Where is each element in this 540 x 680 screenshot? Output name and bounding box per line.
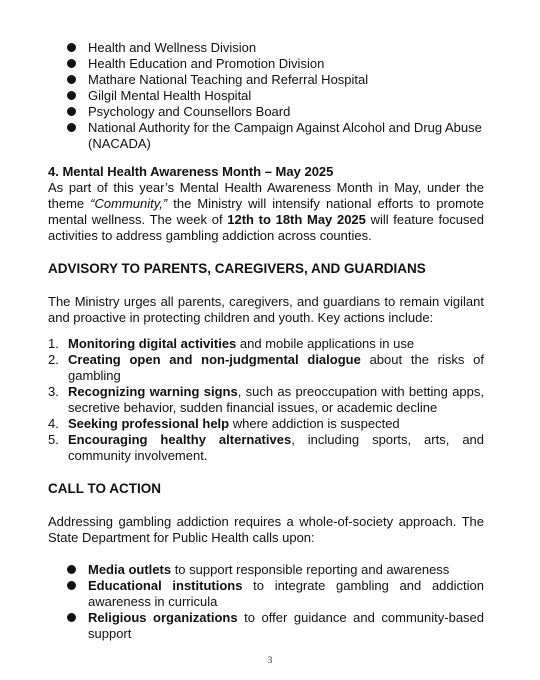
bullet-icon — [67, 107, 76, 116]
section-4-paragraph: As part of this year’s Mental Health Awareness Month in May, under the theme “Community,” the Ministry will intensify national efforts to promote mental wellness. The week of 12th to 18th May 2025 will feature focused activities to address gambling addiction across counties. — [48, 180, 484, 243]
list-item: Educational institutions to integrate gambling and addiction awareness in curricula — [48, 578, 484, 610]
section-4-title: 4. Mental Health Awareness Month – May 2025 — [48, 164, 334, 179]
list-item: 5. Encouraging healthy alternatives, including sports, arts, and community involvement. — [48, 432, 485, 463]
list-item: National Authority for the Campaign Against Alcohol and Drug Abuse (NACADA) — [48, 120, 484, 152]
bullet-icon — [67, 59, 76, 68]
advisory-actions-list — [48, 336, 484, 464]
call-to-action-list — [48, 562, 484, 642]
list-item: Mathare National Teaching and Referral Hospital — [48, 72, 484, 88]
advisory-intro: The Ministry urges all parents, caregivers, and guardians to remain vigilant and proactive in protecting children and youth. Key actions include: — [48, 294, 484, 325]
list-item: Psychology and Counsellors Board — [48, 104, 484, 120]
list-item: 2. Creating open and non-judgmental dialogue about the risks of gambling — [48, 352, 484, 383]
call-to-action-intro: Addressing gambling addiction requires a whole-of-society approach. The State Department for Public Health calls upon: — [48, 514, 484, 545]
partner-list — [48, 40, 484, 152]
bullet-icon — [67, 123, 76, 132]
awareness-week-dates: 12th to 18th May 2025 — [227, 212, 366, 227]
list-item: Media outlets to support responsible reporting and awareness — [48, 562, 484, 578]
document-page — [48, 40, 484, 642]
list-item: 4. Seeking professional help where addiction is suspected — [48, 416, 400, 431]
bullet-icon — [67, 613, 76, 622]
list-item: 3. Recognizing warning signs, such as preoccupation with betting apps, secretive behavior, sudden financial issues, or academic decline — [48, 384, 485, 415]
bullet-icon — [67, 91, 76, 100]
list-item: Religious organizations to offer guidance and community-based support — [48, 610, 484, 642]
list-item: Health Education and Promotion Division — [48, 56, 484, 72]
bullet-icon — [67, 581, 76, 590]
list-item: Gilgil Mental Health Hospital — [48, 88, 484, 104]
bullet-icon — [67, 75, 76, 84]
list-item: 1. Monitoring digital activities and mobile applications in use — [48, 336, 415, 351]
page-number: 3 — [267, 655, 273, 665]
bullet-icon — [67, 565, 76, 574]
call-to-action-heading: CALL TO ACTION — [48, 481, 161, 496]
list-item: Health and Wellness Division — [48, 40, 484, 56]
advisory-heading: ADVISORY TO PARENTS, CAREGIVERS, AND GUARDIANS — [48, 261, 426, 276]
bullet-icon — [67, 43, 76, 52]
theme-text: “Community,” — [90, 196, 168, 211]
